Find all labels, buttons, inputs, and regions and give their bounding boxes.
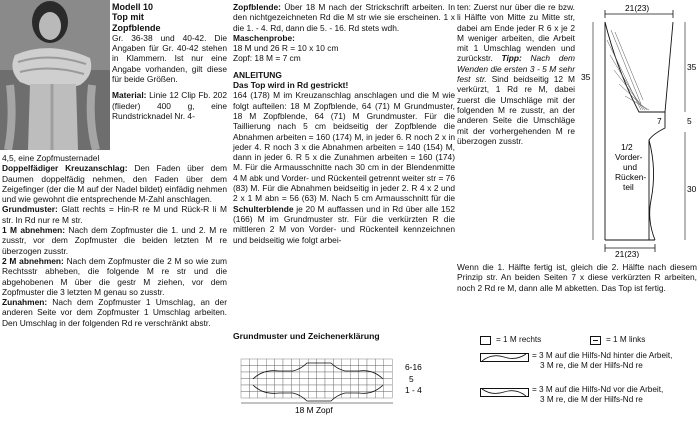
chart-cell — [308, 359, 316, 366]
cable-front-text-2: 3 M re, die M der Hilfs-Nd re — [540, 395, 643, 404]
right-upper-dim-label: 35 — [687, 62, 697, 72]
abnehmen2-text: Nach dem Zopfmuster die 2 M so wie zum Rechtsstr abheben, die folgende M re str und die abgehobenen M über die gestr M ziehen, vor dem Zopfmuster die 3 letzten M genau so zusstr. — [2, 255, 228, 297]
chart-cell — [333, 372, 341, 379]
top-width-label: 21(23) — [625, 3, 650, 13]
anleitung-heading: ANLEITUNG — [233, 69, 282, 80]
chart-cell — [300, 392, 308, 399]
maschenprobe-label: Maschenprobe: — [233, 32, 295, 43]
chart-cell — [384, 372, 392, 379]
chart-cell — [241, 392, 249, 399]
chart-row-label-3: 1 - 4 — [405, 385, 422, 395]
chart-cell — [241, 372, 249, 379]
chart-cell — [375, 379, 383, 386]
instructions-block-cont — [457, 2, 575, 146]
col3-text-b: Sind beidseitig 12 M verkürzt, 1 Rd re M, dabei zuerst die Umschläge mit der folgenden M re zusstr, an der anderen Seite die Umschläge mit der vorhergehenden M re überzogen zusstr. — [457, 74, 575, 146]
chart-cell — [325, 372, 333, 379]
chart-cell — [342, 359, 350, 366]
chart-cell — [308, 392, 316, 399]
chart-cell — [359, 359, 367, 366]
intro-block — [112, 2, 227, 121]
chart-cell — [375, 366, 383, 373]
chart-cell — [266, 379, 274, 386]
chart-cell — [308, 372, 316, 379]
chart-cell — [291, 385, 299, 392]
chart-cell — [342, 385, 350, 392]
chart-cell — [325, 385, 333, 392]
chart-cell — [359, 385, 367, 392]
zunahmen-label: Zunahmen: — [2, 297, 48, 308]
chart-cell — [375, 359, 383, 366]
chart-cell — [350, 392, 358, 399]
chart-cell — [291, 372, 299, 379]
chart-cell — [359, 372, 367, 379]
chart-cell — [275, 392, 283, 399]
technique-block — [2, 153, 227, 328]
grundmuster-text: Glatt rechts = Hin-R re M und Rück-R li M str. In Rd nur re M str. — [2, 204, 228, 225]
cable-back-symbol — [480, 353, 530, 363]
chart-cell — [275, 359, 283, 366]
chart-cell — [258, 379, 266, 386]
chart-width-label: 18 M Zopf — [295, 405, 333, 415]
chart-cell — [300, 366, 308, 373]
chart-cell — [367, 385, 375, 392]
chart-cell — [384, 392, 392, 399]
chart-cell — [291, 359, 299, 366]
chart-cell — [317, 392, 325, 399]
chart-cell — [258, 359, 266, 366]
chart-cell — [300, 385, 308, 392]
tipp-label: Tipp: — [501, 53, 522, 64]
garment-schematic — [577, 0, 699, 258]
chart-cell — [325, 392, 333, 399]
chart-cell — [333, 359, 341, 366]
model-number: Modell 10 — [112, 2, 154, 12]
chart-cell — [333, 379, 341, 386]
chart-cell — [275, 385, 283, 392]
thirty-dim-label: 30 — [687, 184, 697, 194]
chart-cell — [283, 392, 291, 399]
chart-cell — [350, 379, 358, 386]
chart-cell — [249, 372, 257, 379]
bottom-width-label: 21(23) — [615, 249, 640, 258]
seven-dim-label: 7 — [657, 116, 662, 126]
chart-cell — [241, 379, 249, 386]
abnehmen1-text: Nach dem Zopfmuster die 1. und 2. M re zusstr, vor dem Zopfmuster die beiden letzten M re überzogen zusstr. — [2, 225, 227, 256]
col3-text-a: ten: Zuerst nur über die re bzw. li Hälfte von Mitte zu Mitte str, dabei am Ende jeder R 6 x je 2 M weniger arbeiten, die Arbeit mit 1 Umschlag wenden und zurückstr. — [457, 2, 575, 64]
chart-cell — [384, 359, 392, 366]
chart-cell — [342, 372, 350, 379]
chart-cell — [367, 359, 375, 366]
chart-cell — [308, 379, 316, 386]
material-text: Linie 12 Clip Fb. 202 (flieder) 400 g, eine Rundstricknadel Nr. 4- — [112, 90, 227, 121]
chart-cell — [283, 385, 291, 392]
chart-cell — [384, 385, 392, 392]
grundmuster-label: Grundmuster: — [2, 204, 58, 215]
piece-label-3: und — [623, 162, 637, 172]
chart-cell — [283, 379, 291, 386]
chart-cell — [249, 379, 257, 386]
chart-cell — [367, 379, 375, 386]
chart-cell — [350, 359, 358, 366]
chart-cell — [359, 392, 367, 399]
five-dim-label: 5 — [687, 116, 692, 126]
material-label: Material: — [112, 90, 147, 101]
size-info: Gr. 36-38 und 40-42. Die Angaben für Gr. 40-42 stehen in Klammern. Ist nur eine Angabe vorhanden, gilt diese für beide Größen. — [112, 32, 227, 85]
cable-front-text: = 3 M auf die Hilfs-Nd vor die Arbeit, — [532, 385, 664, 394]
chart-cell — [249, 366, 257, 373]
chart-cell — [300, 379, 308, 386]
chart-cell — [359, 379, 367, 386]
chart-cell — [375, 372, 383, 379]
chart-cell — [333, 385, 341, 392]
chart-cell — [350, 372, 358, 379]
chart-cell — [249, 359, 257, 366]
knit-left-symbol — [590, 336, 602, 346]
zopfblende-label: Zopfblende: — [233, 2, 281, 12]
knit-right-symbol — [480, 336, 492, 346]
knit-left-text: = 1 M links — [606, 335, 646, 344]
cable-back-text-2: 3 M re, die M der Hilfs-Nd re — [540, 361, 643, 370]
chart-cell — [275, 372, 283, 379]
zopfblende-text: Über 18 M nach der Strickschrift arbeiten. In den nichtgezeichneten Rd die M str wie sie erscheinen. 1 x die 1. - 4. Rd, dann die 5. - 16. Rd stets wdh. — [233, 2, 456, 33]
piece-label-5: teil — [623, 182, 634, 192]
chart-row-label-2: 5 — [409, 374, 414, 384]
chart-cell — [384, 366, 392, 373]
maschenprobe-line1: 18 M und 26 R = 10 x 10 cm — [233, 43, 339, 54]
chart-cell — [283, 372, 291, 379]
chart-cell — [317, 379, 325, 386]
chart-cell — [317, 372, 325, 379]
left-dim-label: 35 — [581, 72, 591, 82]
cable-front-symbol — [480, 388, 530, 398]
chart-cell — [375, 392, 383, 399]
piece-label-4: Rücken- — [615, 172, 647, 182]
chart-cell — [300, 359, 308, 366]
knitting-chart — [233, 345, 473, 421]
abnehmen2-label: 2 M abnehmen: — [2, 255, 64, 266]
anleitung-text-b: je 20 M auffassen und in Rd über alle 152 (166) M im Grundmuster str. Für die verkürzten R die mittleren 2 M von Vorder- und Rückenteil kennzeichnen und beidseitig wie folgt arbei- — [233, 203, 456, 245]
chart-cell — [317, 385, 325, 392]
chart-row-label-1: 6-16 — [405, 362, 422, 372]
chart-cell — [300, 372, 308, 379]
model-title-1: Top mit — [112, 12, 144, 23]
anleitung-text-a: 164 (178) M im Kreuzanschlag anschlagen und die M wie folgt aufteilen: 18 M Zopfblende, 64 (71) M Grundmuster, 18 M Zopfblende, 64 (71) M Grundmuster. Für die Taillierung nach 5 cm beidseitig der Zopfblende die Abnahmen arbeiten = 160 (174) M, in jeder 6. R noch 2 x in jeder 4. R noch 3 x die Abnahmen arbeiten = 140 (154) M, dann in jeder 6. R 5 x die Zunahmen arbeiten = 160 (174) M. Für die Armausschnitte nach 30 cm in der Blendenmitte 4 M abk und Vorder- und Rückenteil getrennt weiter str = 76 (83) M. Für die Abnahmen beidseitig in jeder 2. R 4 x 2 und 2 x 1 M abn = 56 (63) M. Nach 5 cm Armausschnitt für die — [233, 90, 455, 204]
chart-cell — [317, 366, 325, 373]
chart-cell — [350, 385, 358, 392]
tipp-text: Nach dem Wenden die ersten 3 - 5 M sehr fest str. — [457, 53, 576, 85]
material-text-cont: 4,5, eine Zopfmusternadel — [2, 153, 100, 163]
final-instructions — [457, 262, 697, 293]
instructions-block — [233, 2, 455, 245]
cable-back-text: = 3 M auf die Hilfs-Nd hinter die Arbeit, — [532, 351, 673, 360]
chart-cell — [275, 379, 283, 386]
col3-text-c: Wenn die 1. Hälfte fertig ist, gleich die 2. Hälfte nach diesem Prinzip str. An beiden Seiten 7 x diese verkürzten R arbeiten, noch 2 Rd re M, dann alle M abketten. Das Top ist fertig. — [457, 262, 697, 293]
chart-cell — [325, 366, 333, 373]
chart-cell — [325, 379, 333, 386]
chart-cell — [258, 385, 266, 392]
anleitung-subheading: Das Top wird in Rd gestrickt! — [233, 80, 349, 91]
chart-cell — [249, 392, 257, 399]
chart-cell — [291, 379, 299, 386]
legend-title: Grundmuster und Zeichenerklärung — [233, 331, 380, 341]
chart-cell — [241, 359, 249, 366]
zunahmen-text: Nach dem Zopfmuster 1 Umschlag, an der anderen Seite vor dem Zopfmuster 1 Umschlag arbeiten. Den Umschlag in der folgenden Rd re verschränkt abstr. — [2, 297, 228, 328]
chart-cell — [258, 366, 266, 373]
kreuzanschlag-label: Doppelfädiger Kreuzanschlag: — [2, 163, 128, 174]
abnehmen1-label: 1 M abnehmen: — [2, 225, 66, 236]
model-photo — [0, 0, 110, 150]
piece-label-1: 1/2 — [621, 142, 633, 152]
chart-cell — [241, 366, 249, 373]
chart-cell — [317, 359, 325, 366]
chart-cell — [283, 359, 291, 366]
chart-cell — [384, 379, 392, 386]
kreuzanschlag-text: Den Faden über dem Daumen doppelfädig nehmen, den Faden über dem Zeigefinger (der die M auf der Nadel bildet) einfädig nehmen und wie gewohnt die entsprechende M-Zahl anschlagen. — [2, 163, 227, 205]
chart-cell — [308, 366, 316, 373]
chart-cell — [266, 359, 274, 366]
chart-cell — [342, 379, 350, 386]
knit-right-text: = 1 M rechts — [496, 335, 542, 344]
piece-label-2: Vorder- — [615, 152, 643, 162]
schulterblende-label: Schulterblende — [233, 203, 294, 214]
chart-cell — [266, 385, 274, 392]
chart-cell — [342, 392, 350, 399]
chart-cell — [266, 372, 274, 379]
model-title-2: Zopfblende — [112, 22, 161, 33]
maschenprobe-line2: Zopf: 18 M = 7 cm — [233, 53, 301, 64]
chart-cell — [241, 385, 249, 392]
chart-cell — [308, 385, 316, 392]
